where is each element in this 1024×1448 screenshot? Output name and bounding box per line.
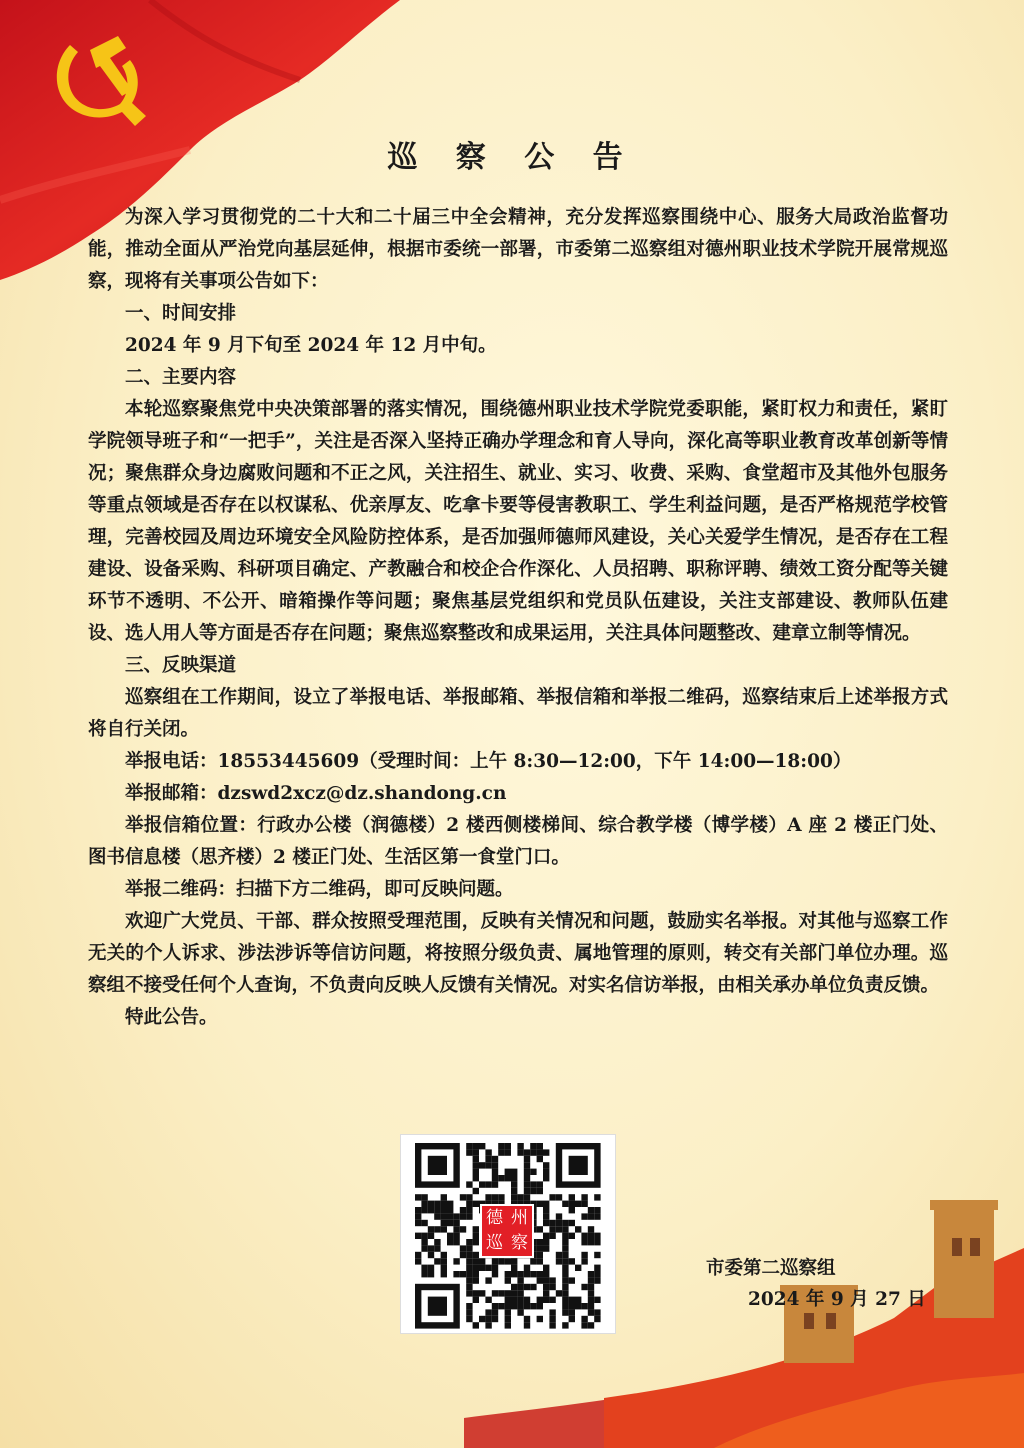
- closing-line: 特此公告。: [125, 1007, 218, 1028]
- email-line: 举报邮箱：dzswd2xcz@dz.shandong.cn: [125, 783, 507, 804]
- channels-paragraph: 巡察组在工作期间，设立了举报电话、举报邮箱、举报信箱和举报二维码，巡察结束后上述举报方式将自行关闭。: [88, 687, 948, 740]
- seal-char: 州: [511, 1208, 528, 1228]
- section-heading-channels: 三、反映渠道: [125, 655, 237, 676]
- seal-char: 察: [511, 1233, 528, 1253]
- announcement-body: [88, 202, 948, 1034]
- signature-date: 2024 年 9 月 27 日: [748, 1289, 926, 1310]
- welcome-paragraph: 欢迎广大党员、干部、群众按照受理范围，反映有关情况和问题，鼓励实名举报。对其他与巡察工作无关的个人诉求、涉法涉诉等信访问题，将按照分级负责、属地管理的原则，转交有关部门单位办理。巡察组不接受任何个人查询，不负责向反映人反馈有关情况。对实名信访举报，由相关承办单位负责反馈。: [88, 911, 948, 996]
- seal-char: 德: [486, 1208, 503, 1228]
- section-heading-content: 二、主要内容: [125, 367, 237, 388]
- section-heading-time: 一、时间安排: [125, 303, 237, 324]
- qr-center-seal: [480, 1204, 534, 1258]
- mailbox-line: 举报信箱位置：行政办公楼（润德楼）2 楼西侧楼梯间、综合教学楼（博学楼）A 座 2 楼正门处、图书信息楼（思齐楼）2 楼正门处、生活区第一食堂门口。: [88, 815, 948, 868]
- content-paragraph: 本轮巡察聚焦党中央决策部署的落实情况，围绕德州职业技术学院党委职能，紧盯权力和责任，紧盯学院领导班子和“一把手”，关注是否深入坚持正确办学理念和育人导向，深化高等职业教育改革创新等情况；聚焦群众身边腐败问题和不正之风，关注招生、就业、实习、收费、采购、食堂超市及其他外包服务等重点领域是否存在以权谋私、优亲厚友、吃拿卡要等侵害教职工、学生利益问题，是否严格规范学校管理，完善校园及周边环境安全风险防控体系，是否加强师德师风建设，关心关爱学生情况，是否存在工程建设、设备采购、科研项目确定、产教融合和校企合作深化、人员招聘、职称评聘、绩效工资分配等关键环节不透明、不公开、暗箱操作等问题；聚焦基层党组织和党员队伍建设，关注支部建设、教师队伍建设、选人用人等方面是否存在问题；聚焦巡察整改和成果运用，关注具体问题整改、建章立制等情况。: [88, 399, 948, 644]
- signature-organization: 市委第二巡察组: [706, 1258, 836, 1279]
- page-title: 巡 察 公 告: [387, 140, 637, 175]
- seal-char: 巡: [486, 1233, 503, 1253]
- qrcode-line: 举报二维码：扫描下方二维码，即可反映问题。: [125, 879, 514, 900]
- intro-paragraph: 为深入学习贯彻党的二十大和二十届三中全会精神，充分发挥巡察围绕中心、服务大局政治监督功能，推动全面从严治党向基层延伸，根据市委统一部署，市委第二巡察组对德州职业技术学院开展常规巡察，现将有关事项公告如下：: [88, 207, 948, 292]
- phone-line: 举报电话：18553445609（受理时间：上午 8:30—12:00，下午 14:00—18:00）: [125, 751, 852, 772]
- time-paragraph: 2024 年 9 月下旬至 2024 年 12 月中旬。: [125, 335, 497, 356]
